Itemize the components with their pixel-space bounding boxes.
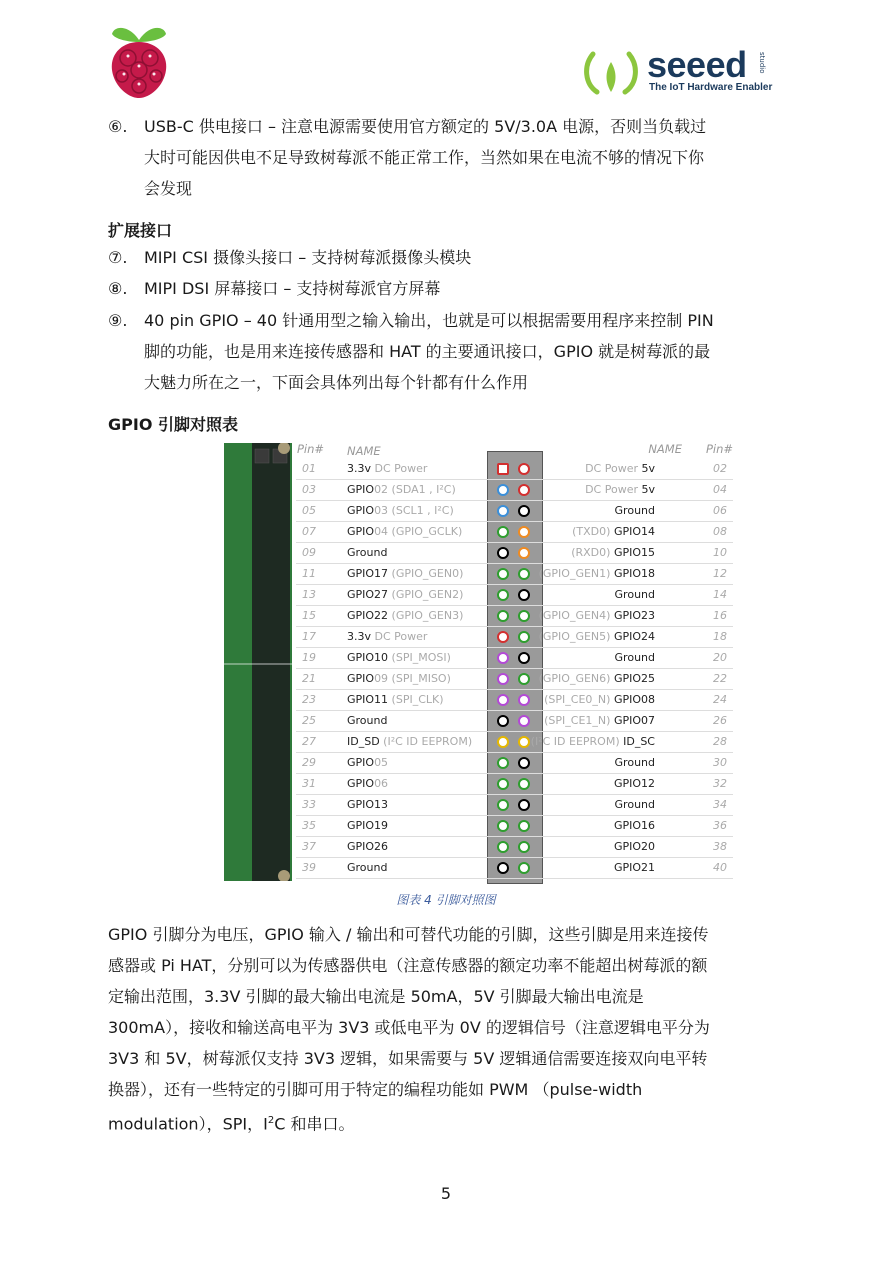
pin-name-left	[347, 567, 463, 580]
gpio-row	[296, 459, 733, 480]
page-number: 5	[440, 1184, 452, 1203]
pin-function: DC Power	[371, 630, 428, 643]
pin-number-right: 18	[713, 630, 727, 643]
list-text: MIPI DSI 屏幕接口 – 支持树莓派官方屏幕	[144, 279, 441, 298]
list-number: ⑦.	[108, 248, 128, 267]
pin-number-left: 11	[302, 567, 316, 580]
pin-dot-right	[518, 484, 530, 496]
pin-name-left	[347, 504, 454, 517]
pin-name-left	[347, 861, 387, 874]
list-number: ⑥.	[108, 117, 128, 136]
pin-dot-right	[518, 505, 530, 517]
pin-name-right	[614, 777, 655, 790]
pin-label: GPIO23	[613, 609, 655, 622]
line-text: modulation），SPI，I	[108, 1114, 268, 1134]
pin-dot-right	[518, 652, 530, 664]
pin-function: (GPIO_GEN4)	[538, 609, 614, 622]
pin-name-right	[572, 525, 655, 538]
pin-number-left: 31	[302, 777, 316, 790]
pin-dot-right	[518, 589, 530, 601]
pin-dot-left	[497, 568, 509, 580]
pin-label: GPIO12	[613, 777, 655, 790]
gpio-row	[296, 795, 733, 816]
pin-name-left	[347, 672, 451, 685]
gpio-row	[296, 543, 733, 564]
pin-function: 06	[374, 777, 389, 790]
header-name-right: NAME	[648, 442, 682, 456]
pin-label: 5v	[641, 462, 655, 475]
pin-label: GPIO26	[347, 840, 389, 853]
pin-number-left: 17	[302, 630, 316, 643]
list-text: USB-C 供电接口 – 注意电源需要使用官方额定的 5V/3.0A 电源，否则当负载过	[144, 117, 707, 136]
pin-function: (SPI_CE0_N)	[544, 693, 614, 706]
pin-dot-right	[518, 862, 530, 874]
pin-function: DC Power	[371, 462, 428, 475]
pin-number-right: 24	[713, 693, 727, 706]
pin-name-right	[615, 588, 655, 601]
pin-name-left	[347, 462, 427, 475]
pin-number-right: 10	[713, 546, 727, 559]
pin-number-right: 40	[713, 861, 727, 874]
pin-label: Ground	[614, 504, 655, 517]
pin-dot-left	[497, 547, 509, 559]
pin-label: GPIO	[347, 777, 375, 790]
pin-label: GPIO22	[347, 609, 389, 622]
pin-label: ID_SC	[623, 735, 655, 748]
pin-dot-right	[518, 568, 530, 580]
pin-name-right	[571, 546, 655, 559]
raspberry-pi-logo-icon	[106, 18, 172, 100]
pin-function: (GPIO_GEN3)	[388, 609, 464, 622]
pin-number-left: 09	[302, 546, 316, 559]
list-item-7	[108, 242, 471, 273]
pin-label: GPIO08	[613, 693, 655, 706]
line-text: 300mA），接收和输送高电平为 3V3 或低电平为 0V 的逻辑信号（注意逻辑电平分为	[108, 1018, 710, 1037]
pin-dot-left	[497, 862, 509, 874]
pin-number-left: 27	[302, 735, 316, 748]
list-item-8	[108, 273, 440, 304]
pin-function: (GPIO_GEN2)	[388, 588, 464, 601]
pin-number-right: 02	[713, 462, 727, 475]
pin-number-right: 12	[713, 567, 727, 580]
pin-number-right: 28	[713, 735, 727, 748]
gpio-row	[296, 669, 733, 690]
pin-label: 3.3v	[347, 630, 372, 643]
pin-name-right	[539, 567, 655, 580]
pin-function: (RXD0)	[571, 546, 614, 559]
pin-name-right	[615, 651, 655, 664]
pin-label: GPIO07	[613, 714, 655, 727]
seeed-tagline: The IoT Hardware Enabler	[649, 82, 773, 93]
pin-label: 5v	[641, 483, 655, 496]
gpio-row	[296, 732, 733, 753]
pin-function: (SPI_MOSI)	[388, 651, 451, 664]
pin-label: Ground	[614, 798, 655, 811]
pin-function: DC Power	[585, 462, 642, 475]
seeed-leaf-icon	[583, 48, 641, 96]
pin-dot-left	[497, 484, 509, 496]
pin-name-left	[347, 546, 387, 559]
gpio-row	[296, 690, 733, 711]
paragraph-line	[108, 1074, 784, 1105]
pin-number-right: 22	[713, 672, 727, 685]
pin-number-left: 05	[302, 504, 316, 517]
pin-number-right: 38	[713, 840, 727, 853]
pin-dot-right	[518, 631, 530, 643]
pin-label: GPIO10	[347, 651, 389, 664]
pin-name-left	[347, 483, 456, 496]
pin-name-left	[347, 588, 463, 601]
pin-name-right	[539, 630, 655, 643]
pin-name-right	[615, 756, 655, 769]
pin-number-left: 21	[302, 672, 316, 685]
pin-name-left	[347, 735, 472, 748]
pin-label: GPIO	[347, 483, 375, 496]
pin-number-left: 25	[302, 714, 316, 727]
pin-function: (GPIO_GEN6)	[538, 672, 614, 685]
pin-function: (GPIO_GEN5)	[538, 630, 614, 643]
line-text: C 和串口。	[274, 1114, 355, 1134]
header-pin-right: Pin#	[705, 442, 733, 456]
pin-number-right: 32	[713, 777, 727, 790]
pin-function: (TXD0)	[572, 525, 614, 538]
pin-name-right	[544, 714, 655, 727]
pin-label: 3.3v	[347, 462, 372, 475]
pin-dot-left	[497, 736, 509, 748]
pin-name-left	[347, 777, 388, 790]
pin-dot-left	[497, 610, 509, 622]
pin-label: GPIO24	[613, 630, 655, 643]
pin-name-left	[347, 756, 388, 769]
pin-dot-left	[497, 526, 509, 538]
pin-number-right: 34	[713, 798, 727, 811]
pin-label: Ground	[347, 714, 388, 727]
pin-number-right: 36	[713, 819, 727, 832]
pin-label: GPIO20	[613, 840, 655, 853]
pin-number-right: 08	[713, 525, 727, 538]
pin-function: 09 (SPI_MISO)	[374, 672, 451, 685]
paragraph-line	[108, 919, 784, 950]
pin-name-right	[585, 462, 655, 475]
pin-name-left	[347, 798, 388, 811]
pin-number-left: 33	[302, 798, 316, 811]
pin-number-left: 19	[302, 651, 316, 664]
pin-label: GPIO15	[613, 546, 655, 559]
pin-label: GPIO16	[613, 819, 655, 832]
section-heading-expansion: 扩展接口	[108, 221, 173, 240]
pin-label: GPIO	[347, 756, 375, 769]
figure-caption: 图表 4 引脚对照图	[396, 893, 496, 907]
paragraph-line	[108, 1105, 784, 1139]
seeed-studio-text: studio	[758, 52, 766, 74]
pin-dot-right	[518, 841, 530, 853]
pin-dot-right	[518, 694, 530, 706]
gpio-pin-table	[296, 441, 736, 881]
header-name-left: NAME	[347, 444, 381, 458]
pin-dot-left	[497, 820, 509, 832]
pin-name-right	[614, 861, 655, 874]
paragraph-line	[108, 950, 784, 981]
pin-label: Ground	[347, 546, 388, 559]
pin-number-right: 30	[713, 756, 727, 769]
gpio-row	[296, 480, 733, 501]
list-item-6-cont: 会发现	[144, 179, 193, 198]
line-text: 定输出范围，3.3V 引脚的最大输出电流是 50mA，5V 引脚最大输出电流是	[108, 987, 644, 1006]
pin-name-left	[347, 525, 462, 538]
pin-dot-left	[497, 799, 509, 811]
pin-function: (SPI_CLK)	[388, 693, 444, 706]
line-text: 换器），还有一些特定的引脚可用于特定的编程功能如 PWM （pulse-width	[108, 1080, 643, 1099]
pin-function: (GPIO_GEN0)	[388, 567, 464, 580]
seeed-brand-text: seeed	[647, 44, 747, 85]
pin-number-right: 26	[713, 714, 727, 727]
pin-number-left: 23	[302, 693, 316, 706]
pin-number-left: 39	[302, 861, 316, 874]
pin-label: Ground	[614, 588, 655, 601]
pin-dot-right	[518, 715, 530, 727]
pin-name-left	[347, 714, 387, 727]
pin-dot-right	[518, 463, 530, 475]
gpio-row	[296, 501, 733, 522]
pin-dot-left	[497, 505, 509, 517]
list-item-9-cont: 大魅力所在之一，下面会具体列出每个针都有什么作用	[144, 373, 529, 392]
pin-label: GPIO	[347, 525, 375, 538]
pin-dot-left	[497, 589, 509, 601]
pin-label: GPIO	[347, 672, 375, 685]
pin-label: GPIO17	[347, 567, 389, 580]
pin-label: GPIO	[347, 504, 375, 517]
pin-name-right	[585, 483, 655, 496]
pin-name-left	[347, 651, 451, 664]
pin-dot-right	[518, 526, 530, 538]
pin-function: (I²C ID EEPROM)	[530, 735, 624, 748]
list-number: ⑧.	[108, 279, 128, 298]
pin-function: 02 (SDA1 , I²C)	[374, 483, 456, 496]
pin-number-right: 06	[713, 504, 727, 517]
gpio-row	[296, 648, 733, 669]
pin-name-right	[544, 693, 655, 706]
pin-name-right	[615, 798, 655, 811]
gpio-row	[296, 774, 733, 795]
pin-function: DC Power	[585, 483, 642, 496]
superscript: 2	[267, 1115, 275, 1126]
gpio-row	[296, 627, 733, 648]
pin-name-left	[347, 840, 388, 853]
paragraph-line	[108, 981, 784, 1012]
seeed-logo	[583, 44, 783, 96]
pin-name-right	[539, 672, 655, 685]
gpio-row	[296, 606, 733, 627]
list-text: 40 pin GPIO – 40 针通用型之输入输出，也就是可以根据需要用程序来控制 PIN	[144, 311, 714, 330]
pin-name-right	[531, 735, 655, 748]
pin-number-left: 01	[302, 462, 316, 475]
pin-label: GPIO21	[613, 861, 655, 874]
list-item-9	[108, 305, 714, 336]
pin-dot-left	[497, 673, 509, 685]
gpio-row	[296, 753, 733, 774]
gpio-row	[296, 816, 733, 837]
pin-name-right	[614, 840, 655, 853]
gpio-row	[296, 522, 733, 543]
pin-label: GPIO27	[347, 588, 389, 601]
list-number: ⑨.	[108, 311, 128, 330]
pin-label: GPIO18	[613, 567, 655, 580]
list-item-6-cont: 大时可能因供电不足导致树莓派不能正常工作，当然如果在电流不够的情况下你	[144, 148, 705, 167]
line-text: GPIO 引脚分为电压，GPIO 输入 / 输出和可替代功能的引脚，这些引脚是用来连接传	[108, 925, 709, 944]
gpio-row	[296, 858, 733, 879]
pin-number-right: 20	[713, 651, 727, 664]
list-text: MIPI CSI 摄像头接口 – 支持树莓派摄像头模块	[144, 248, 472, 267]
pin-number-left: 03	[302, 483, 316, 496]
pin-dot-left	[497, 463, 509, 475]
paragraph-line	[108, 1043, 784, 1074]
pin-name-left	[347, 819, 388, 832]
pin-name-right	[614, 819, 655, 832]
pin-number-left: 29	[302, 756, 316, 769]
pin-dot-right	[518, 820, 530, 832]
pin-dot-left	[497, 778, 509, 790]
pin-dot-left	[497, 715, 509, 727]
pin-number-left: 13	[302, 588, 316, 601]
pin-dot-right	[518, 799, 530, 811]
pin-dot-left	[497, 841, 509, 853]
pin-function: 03 (SCL1 , I²C)	[374, 504, 454, 517]
pin-number-right: 16	[713, 609, 727, 622]
pin-label: ID_SD	[347, 735, 380, 748]
header-pin-left: Pin#	[297, 442, 325, 456]
pin-label: GPIO13	[347, 798, 389, 811]
pin-dot-right	[518, 610, 530, 622]
pin-number-left: 37	[302, 840, 316, 853]
pin-dot-right	[518, 547, 530, 559]
gpio-row	[296, 564, 733, 585]
pin-number-right: 14	[713, 588, 727, 601]
pin-dot-left	[497, 652, 509, 664]
pin-label: GPIO11	[347, 693, 389, 706]
gpio-row	[296, 585, 733, 606]
pin-label: GPIO25	[613, 672, 655, 685]
pin-dot-right	[518, 757, 530, 769]
pin-label: GPIO19	[347, 819, 389, 832]
pin-number-left: 07	[302, 525, 316, 538]
line-text: 3V3 和 5V，树莓派仅支持 3V3 逻辑，如果需要与 5V 逻辑通信需要连接双向电平转	[108, 1049, 708, 1068]
pin-name-left	[347, 693, 444, 706]
board-photo	[224, 443, 292, 881]
pin-name-right	[615, 504, 655, 517]
pin-function: (SPI_CE1_N)	[544, 714, 614, 727]
pin-function: 05	[374, 756, 389, 769]
pin-label: GPIO14	[613, 525, 655, 538]
pin-dot-right	[518, 673, 530, 685]
pin-dot-left	[497, 757, 509, 769]
list-item-9-cont: 脚的功能，也是用来连接传感器和 HAT 的主要通讯接口，GPIO 就是树莓派的最	[144, 342, 711, 361]
body-paragraph	[108, 919, 784, 1139]
gpio-row	[296, 711, 733, 732]
pin-label: Ground	[614, 651, 655, 664]
line-text: 感器或 Pi HAT，分别可以为传感器供电（注意传感器的额定功率不能超出树莓派的额	[108, 956, 708, 975]
pin-number-left: 15	[302, 609, 316, 622]
pin-dot-right	[518, 736, 530, 748]
pin-dot-left	[497, 631, 509, 643]
pin-function: 04 (GPIO_GCLK)	[374, 525, 463, 538]
pin-label: Ground	[614, 756, 655, 769]
paragraph-line	[108, 1012, 784, 1043]
gpio-row	[296, 837, 733, 858]
pin-name-left	[347, 630, 427, 643]
list-item-6	[108, 111, 706, 142]
section-heading-gpio: GPIO 引脚对照表	[108, 415, 238, 434]
pin-function: (GPIO_GEN1)	[538, 567, 614, 580]
pin-number-right: 04	[713, 483, 727, 496]
pin-function: (I²C ID EEPROM)	[379, 735, 473, 748]
pin-name-right	[539, 609, 655, 622]
pin-dot-right	[518, 778, 530, 790]
pin-dot-left	[497, 694, 509, 706]
pin-label: Ground	[347, 861, 388, 874]
pin-name-left	[347, 609, 463, 622]
pin-number-left: 35	[302, 819, 316, 832]
